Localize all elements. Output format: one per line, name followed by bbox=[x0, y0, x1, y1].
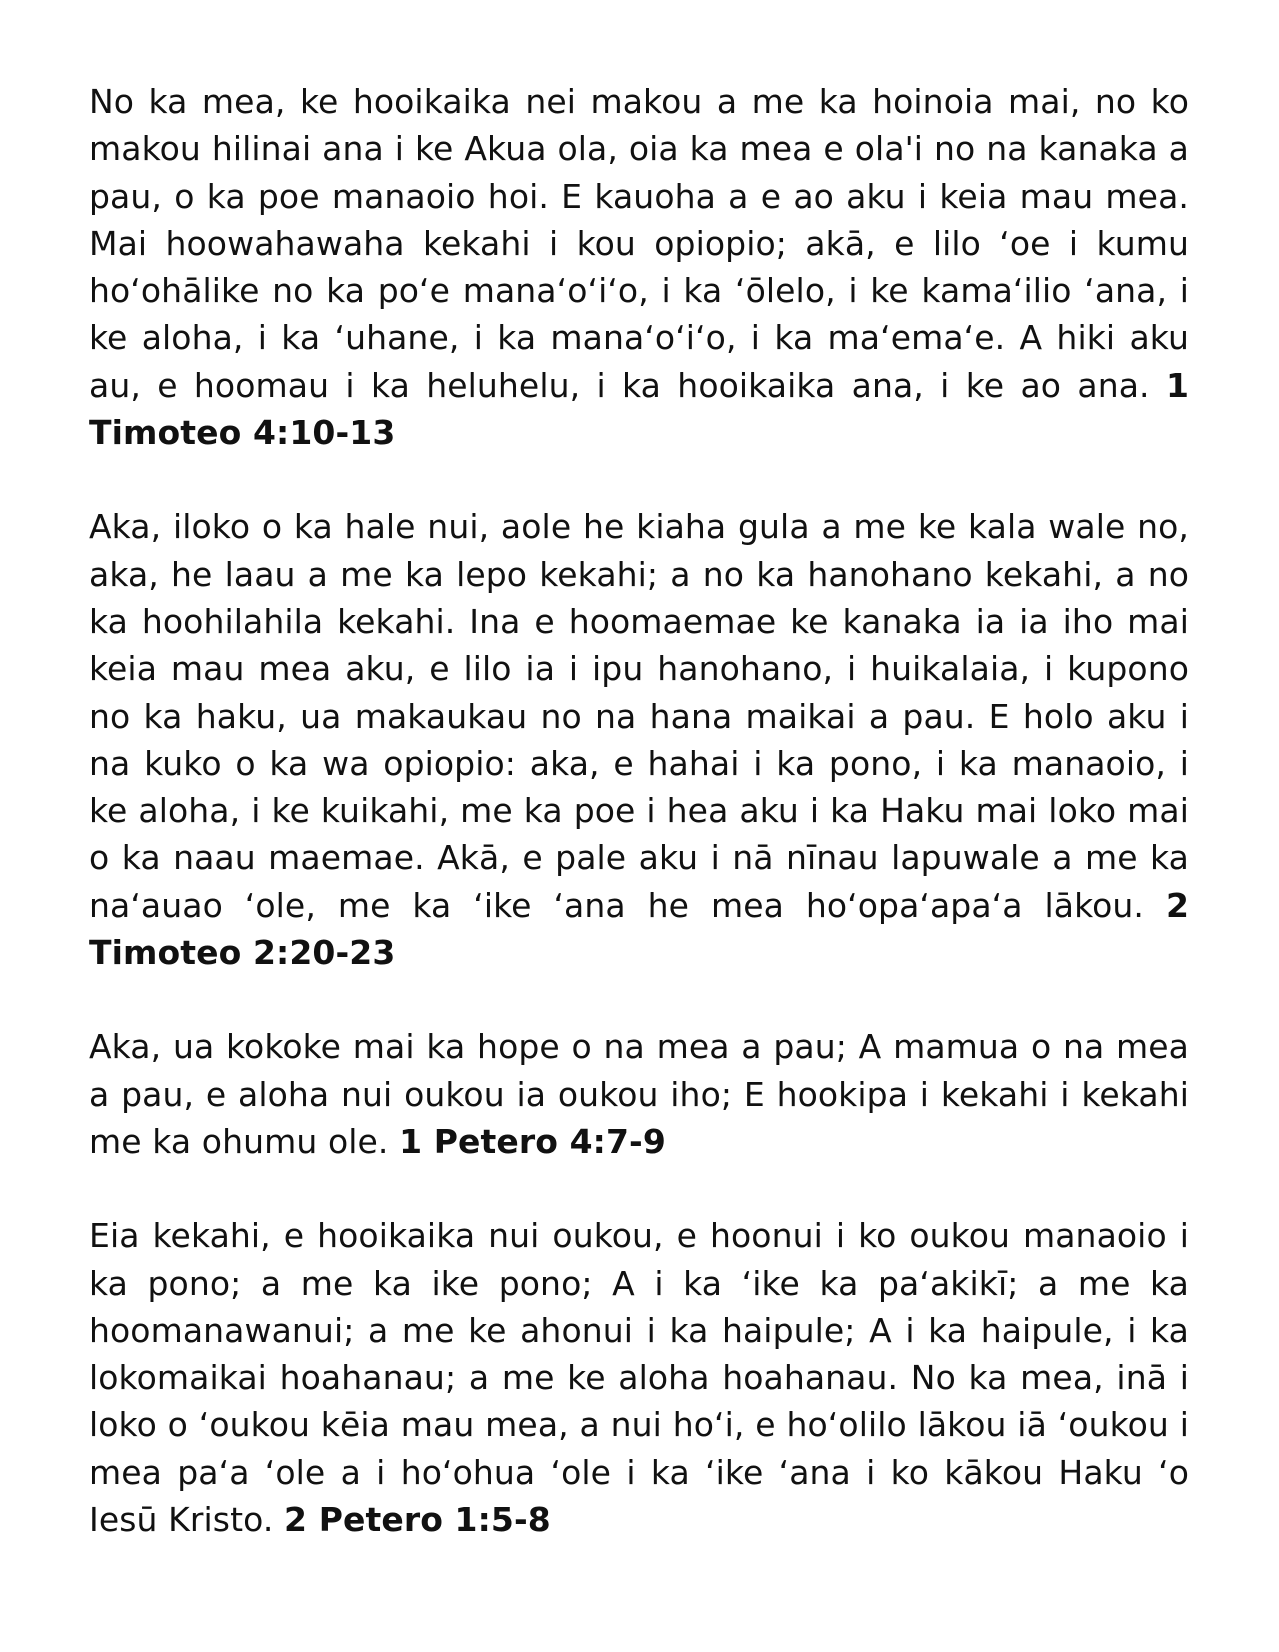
passage-text: Aka, iloko o ka hale nui, aole he kiaha gula a me ke kala wale no, aka, he laau a me ka lepo kekahi; a no ka hanohano kekahi, a no ka hoohilahila kekahi. Ina e hoomaemae ke kanaka ia ia iho mai keia mau mea aku, e lilo ia i ipu hanohano, i huikalaia, i kupono no ka haku, ua makaukau no na hana maikai a pau. E holo aku i na kuko o ka wa opiopio: aka, e hahai i ka pono, i ka manaoio, i ke aloha, i ke kuikahi, me ka poe i hea aku i ka Haku mai loko mai o ka naau maemae. Akā, e pale aku i nā nīnau lapuwale a me ka naʻauao ʻole, me ka ʻike ʻana he mea hoʻopaʻapaʻa lākou. bbox=[89, 507, 1189, 925]
passage-text: Eia kekahi, e hooikaika nui oukou, e hoonui i ko oukou manaoio i ka pono; a me ka ike pono; A i ka ʻike ka paʻakikī; a me ka hoomanawanui; a me ke ahonui i ka haipule; A i ka haipule, i ka lokomaikai hoahanau; a me ke aloha hoahanau. No ka mea, inā i loko o ʻoukou kēia mau mea, a nui hoʻi, e hoʻolilo lākou iā ʻoukou i mea paʻa ʻole a i hoʻohua ʻole i ka ʻike ʻana i ko kākou Haku ʻo Iesū Kristo. bbox=[89, 1216, 1189, 1540]
scripture-reference: 2 Petero 1:5-8 bbox=[284, 1500, 551, 1540]
passage-2-petero bbox=[89, 1212, 1189, 1543]
passage-1-timoteo bbox=[89, 78, 1189, 456]
document-page bbox=[89, 78, 1189, 1590]
passage-1-petero bbox=[89, 1023, 1189, 1165]
passage-text: Aka, ua kokoke mai ka hope o na mea a pau; A mamua o na mea a pau, e aloha nui oukou ia oukou iho; E hookipa i kekahi i kekahi me ka ohumu ole. bbox=[89, 1027, 1189, 1161]
passage-2-timoteo bbox=[89, 503, 1189, 976]
scripture-reference: 1 Timoteo 4:10-13 bbox=[89, 365, 1189, 453]
scripture-reference: 1 Petero 4:7-9 bbox=[399, 1121, 666, 1161]
scripture-reference: 2 Timoteo 2:20-23 bbox=[89, 885, 1190, 973]
passage-text: No ka mea, ke hooikaika nei makou a me ka hoinoia mai, no ko makou hilinai ana i ke Akua ola, oia ka mea e ola'i no na kanaka a pau, o ka poe manaoio hoi. E kauoha a e ao aku i keia mau mea. Mai hoowahawaha kekahi i kou opiopio; akā, e lilo ʻoe i kumu hoʻohālike no ka poʻe manaʻoʻiʻo, i ka ʻōlelo, i ke kamaʻilio ʻana, i ke aloha, i ka ʻuhane, i ka manaʻoʻiʻo, i ka maʻemaʻe. A hiki aku au, e hoomau i ka heluhelu, i ka hooikaika ana, i ke ao ana. bbox=[89, 82, 1189, 405]
